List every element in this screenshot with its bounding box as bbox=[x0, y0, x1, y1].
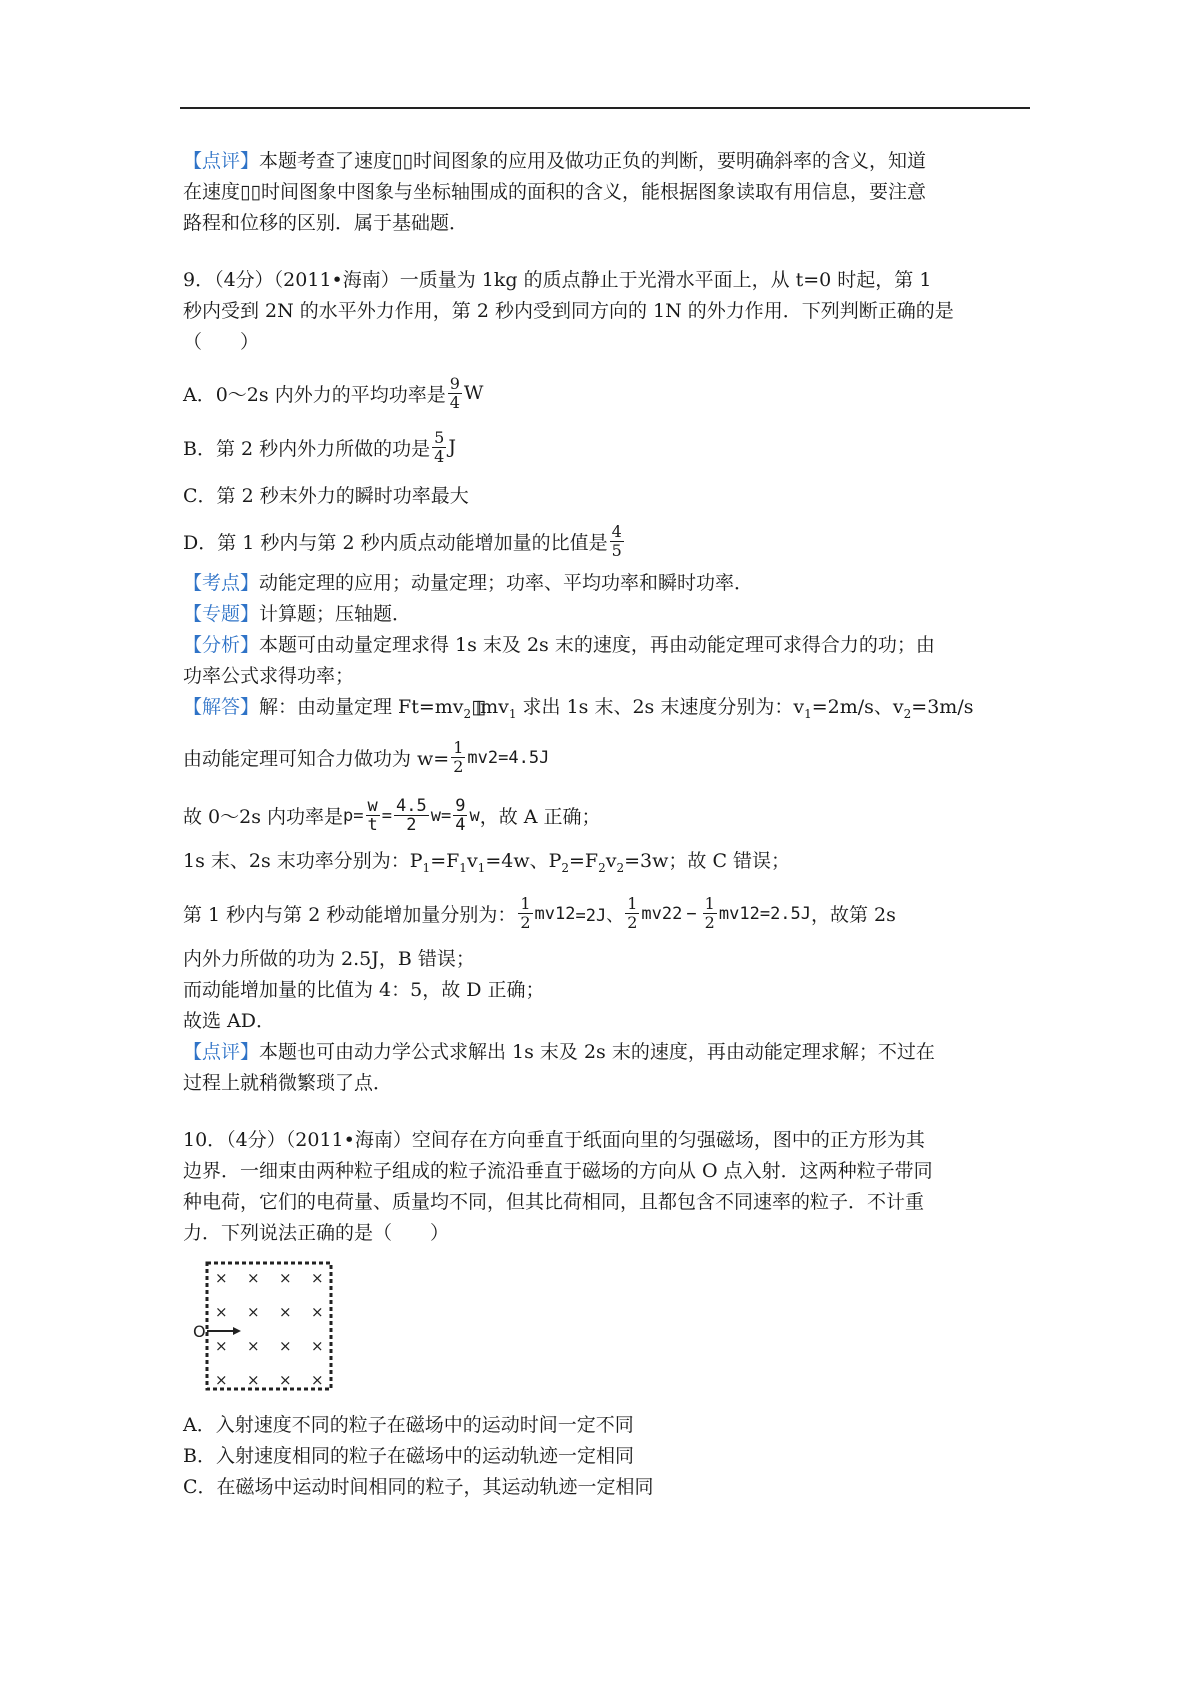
jieda-text: 求出 1s 末、2s 末速度分别为：v bbox=[516, 696, 805, 718]
fraction bbox=[453, 797, 467, 834]
q9-jieda-4 bbox=[183, 846, 1023, 884]
fraction-numerator: 9 bbox=[449, 373, 460, 393]
fraction bbox=[703, 895, 717, 932]
cross-mark: × bbox=[247, 1336, 260, 1355]
fraction-denominator: 2 bbox=[453, 757, 464, 777]
cross-mark: × bbox=[215, 1336, 228, 1355]
q9-jieda-7: 而动能增加量的比值为 4：5，故 D 正确； bbox=[183, 978, 545, 1001]
jieda-text: 解：由动量定理 Ft=mv bbox=[259, 696, 464, 718]
fraction-numerator: 1 bbox=[453, 738, 464, 758]
formula-text: p= bbox=[343, 805, 364, 826]
dianping-text: 本题也可由动力学公式求解出 1s 末及 2s 末的速度，再由动能定理求解；不过在 bbox=[259, 1040, 935, 1063]
q9-stem-1: 9．（4分）（2011•海南）一质量为 1kg 的质点静止于光滑水平面上，从 t=0 时起，第 1 bbox=[183, 269, 932, 291]
jieda-text: =3m/s bbox=[911, 696, 974, 718]
jieda-text: 1s 末、2s 末功率分别为：P bbox=[183, 849, 423, 872]
fraction-numerator: 4 bbox=[611, 521, 622, 541]
fraction-denominator: 4 bbox=[455, 815, 466, 836]
jieda-text: v bbox=[605, 849, 617, 872]
review-line-3: 路程和位移的区别．属于基础题． bbox=[183, 212, 469, 234]
entry-arrow-head bbox=[233, 1327, 241, 1335]
jieda-text: =3w；故 C 错误； bbox=[624, 849, 791, 872]
zhuanti-tag: 【专题】 bbox=[183, 603, 260, 625]
superscript: 2 bbox=[749, 903, 760, 924]
jieda-text: 故 0～2s 内功率是 bbox=[183, 806, 344, 829]
fraction bbox=[451, 739, 465, 776]
jieda-text: mv bbox=[480, 696, 509, 718]
cross-mark: × bbox=[215, 1268, 228, 1287]
q10-stem-3: 种电荷，它们的电荷量、质量均不同，但其比荷相同，且都包含不同速率的粒子．不计重 bbox=[183, 1190, 925, 1213]
unit: W bbox=[463, 382, 484, 404]
kaodian-tag: 【考点】 bbox=[183, 572, 260, 594]
option-text: D．第 1 秒内与第 2 秒内质点动能增加量的比值是 bbox=[183, 531, 608, 554]
review-line-2 bbox=[183, 177, 1023, 208]
formula-text: mv bbox=[641, 903, 662, 924]
fraction-numerator: w bbox=[367, 796, 378, 817]
jieda-text: =F bbox=[569, 849, 599, 872]
question-9 bbox=[183, 265, 1023, 1099]
jieda-text: ，故第 2s bbox=[811, 904, 896, 927]
cross-mark: × bbox=[247, 1370, 260, 1389]
q9-option-a[interactable] bbox=[183, 366, 1023, 420]
subscript: 2 bbox=[598, 860, 606, 875]
q9-jieda-6: 内外力所做的功为 2.5J，B 错误； bbox=[183, 947, 475, 970]
jieda-text: =F bbox=[430, 849, 460, 872]
review-text: 本题考查了速度 bbox=[259, 150, 393, 172]
subscript: 1 bbox=[508, 706, 517, 721]
jieda-text: 第 1 秒内与第 2 秒动能增加量分别为： bbox=[183, 904, 517, 927]
subscript: 2 bbox=[903, 706, 912, 721]
q9-fenxi-2: 功率公式求得功率； bbox=[183, 665, 355, 687]
review-text: 在速度 bbox=[183, 181, 241, 203]
fraction bbox=[518, 895, 532, 932]
q10-option-b[interactable]: B．入射速度相同的粒子在磁场中的运动轨迹一定相同 bbox=[183, 1444, 634, 1467]
fraction-numerator: 1 bbox=[627, 894, 638, 914]
option-text: B．第 2 秒内外力所做的功是 bbox=[183, 437, 431, 460]
fraction-denominator: t bbox=[367, 815, 378, 836]
q9-jieda-2 bbox=[183, 730, 1023, 786]
subscript: 1 bbox=[422, 860, 431, 875]
jieda-text: v bbox=[466, 849, 478, 872]
fraction-numerator: 4.5 bbox=[396, 796, 427, 817]
superscript: 2 bbox=[672, 903, 683, 924]
missing-glyph: ▯▯ bbox=[392, 150, 413, 172]
cross-mark: × bbox=[215, 1370, 228, 1389]
formula-text: w bbox=[469, 805, 480, 826]
q10-stem-4: 力．下列说法正确的是（ ） bbox=[183, 1221, 450, 1244]
fraction bbox=[448, 375, 462, 412]
q9-jieda-5 bbox=[183, 884, 1023, 944]
cross-mark: × bbox=[247, 1268, 260, 1287]
subscript: 2 bbox=[561, 860, 570, 875]
cross-mark: × bbox=[279, 1336, 292, 1355]
subscript: 1 bbox=[804, 706, 812, 721]
option-text: C．第 2 秒末外力的瞬时功率最大 bbox=[183, 484, 469, 507]
fraction bbox=[366, 797, 380, 834]
fraction-numerator: 9 bbox=[455, 796, 466, 817]
fraction-numerator: 1 bbox=[704, 894, 715, 914]
q9-dianping-2: 过程上就稍微繁琐了点． bbox=[183, 1071, 393, 1094]
cross-mark: × bbox=[311, 1268, 324, 1287]
formula-text: w= bbox=[430, 805, 452, 826]
formula-text: =2.5J bbox=[759, 903, 812, 924]
question-10 bbox=[183, 1125, 1023, 1503]
formula-text: = bbox=[381, 805, 392, 826]
dianping-tag: 【点评】 bbox=[183, 1040, 260, 1063]
cross-mark: × bbox=[311, 1370, 324, 1389]
q9-option-b[interactable] bbox=[183, 420, 1023, 474]
subscript: 2 bbox=[661, 903, 673, 924]
kaodian-text: 动能定理的应用；动量定理；功率、平均功率和瞬时功率． bbox=[259, 572, 754, 594]
subscript: 1 bbox=[477, 860, 486, 875]
formula-text: mv bbox=[534, 903, 556, 924]
fraction-denominator: 5 bbox=[611, 540, 622, 560]
subscript: 2 bbox=[616, 860, 625, 875]
q9-fenxi-1 bbox=[183, 630, 1023, 661]
fenxi-text: 本题可由动量定理求得 1s 末及 2s 末的速度，再由动能定理可求得合力的功；由 bbox=[259, 634, 935, 656]
formula-text: =2J、 bbox=[575, 906, 624, 927]
jieda-text: ，故 A 正确； bbox=[479, 806, 601, 829]
q9-option-c[interactable] bbox=[183, 474, 1023, 514]
fraction bbox=[610, 523, 624, 560]
fraction-numerator: 1 bbox=[520, 894, 531, 914]
fraction-denominator: 4 bbox=[449, 392, 460, 412]
review-line-1 bbox=[183, 146, 1023, 177]
cross-mark: × bbox=[279, 1268, 292, 1287]
missing-glyph: ▯▯ bbox=[471, 696, 481, 718]
option-text: A．0～2s 内外力的平均功率是 bbox=[183, 383, 446, 406]
cross-mark: × bbox=[279, 1302, 292, 1321]
q10-option-a[interactable]: A．入射速度不同的粒子在磁场中的运动时间一定不同 bbox=[183, 1413, 634, 1436]
jieda-text: 由动能定理可知合力做功为 w= bbox=[183, 748, 450, 771]
magnetic-field-diagram bbox=[193, 1257, 353, 1397]
subscript: 1 bbox=[555, 903, 566, 924]
cross-mark: × bbox=[279, 1370, 292, 1389]
fenxi-tag: 【分析】 bbox=[183, 634, 260, 656]
review-text: 时间图象中图象与坐标轴围成的面积的含义，能根据图象读取有用信息，要注意 bbox=[260, 181, 926, 203]
formula-text: mv bbox=[718, 903, 740, 924]
jieda-text: =4w、P bbox=[485, 849, 562, 872]
q10-stem-2: 边界．一细束由两种粒子组成的粒子流沿垂直于磁场的方向从 O 点入射．这两种粒子带同 bbox=[183, 1159, 933, 1182]
formula-text: =4.5J bbox=[498, 747, 550, 768]
q9-option-d[interactable] bbox=[183, 514, 1023, 568]
q9-jieda-3 bbox=[183, 786, 1023, 846]
q9-jieda-8: 故选 AD． bbox=[183, 1009, 275, 1032]
fraction-numerator: 5 bbox=[434, 427, 445, 447]
q10-option-c[interactable]: C．在磁场中运动时间相同的粒子，其运动轨迹一定相同 bbox=[183, 1475, 654, 1498]
fraction bbox=[625, 895, 639, 932]
fraction bbox=[394, 797, 429, 834]
cross-mark: × bbox=[215, 1302, 228, 1321]
q9-stem-3: （ ） bbox=[183, 331, 260, 353]
page-content bbox=[183, 146, 1023, 1503]
fraction-denominator: 2 bbox=[406, 815, 417, 836]
fraction-denominator: 4 bbox=[434, 446, 445, 466]
subscript: 1 bbox=[459, 860, 467, 875]
unit: J bbox=[448, 436, 456, 458]
formula-text: mv bbox=[467, 747, 488, 768]
fraction-denominator: 2 bbox=[520, 913, 531, 933]
zhuanti-text: 计算题；压轴题． bbox=[259, 603, 412, 625]
cross-mark: × bbox=[311, 1336, 324, 1355]
q10-stem-1: 10．（4分）（2011•海南）空间存在方向垂直于纸面向里的匀强磁场，图中的正方形为其 bbox=[183, 1128, 925, 1151]
magnetic-field-figure bbox=[193, 1257, 1023, 1402]
q9-dianping-1 bbox=[183, 1037, 1023, 1068]
subscript: 2 bbox=[463, 706, 472, 721]
q9-kaodian bbox=[183, 568, 1023, 599]
review-tag: 【点评】 bbox=[183, 150, 260, 172]
jieda-tag: 【解答】 bbox=[183, 696, 260, 718]
review-q8 bbox=[183, 146, 1023, 239]
cross-mark: × bbox=[247, 1302, 260, 1321]
missing-glyph: ▯▯ bbox=[240, 181, 261, 203]
cross-mark: × bbox=[311, 1302, 324, 1321]
q9-zhuanti bbox=[183, 599, 1023, 630]
fraction-denominator: 2 bbox=[627, 913, 638, 933]
jieda-text: =2m/s、v bbox=[811, 696, 904, 718]
field-crosses bbox=[215, 1269, 324, 1389]
superscript: 2 bbox=[487, 747, 499, 768]
q9-jieda-1 bbox=[183, 692, 1023, 730]
superscript: 2 bbox=[565, 903, 576, 924]
origin-label: O bbox=[193, 1321, 206, 1341]
header-rule bbox=[180, 107, 1030, 109]
review-text: 时间图象的应用及做功正负的判断，要明确斜率的含义，知道 bbox=[412, 150, 926, 172]
subscript: 1 bbox=[739, 903, 750, 924]
fraction bbox=[432, 429, 446, 466]
q9-stem-2: 秒内受到 2N 的水平外力作用，第 2 秒内受到同方向的 1N 的外力作用．下列判断正确的是 bbox=[183, 300, 954, 322]
formula-text: − bbox=[686, 903, 697, 924]
fraction-denominator: 2 bbox=[704, 913, 715, 933]
